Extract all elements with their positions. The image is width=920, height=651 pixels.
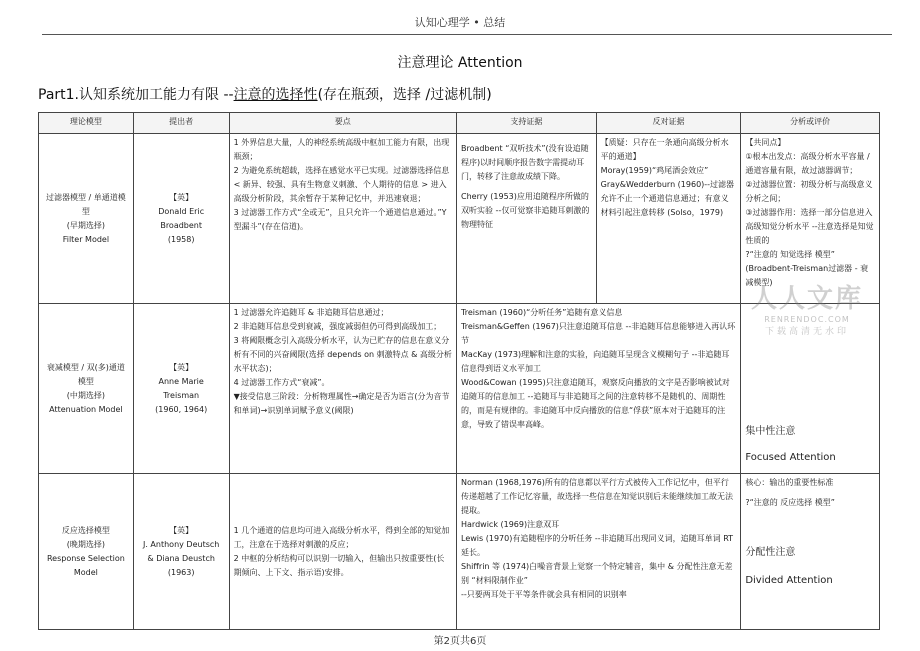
analysis-item: Focused Attention <box>745 452 836 463</box>
watermark-main: 人人文库 <box>750 284 863 314</box>
model-line: Filter Model <box>62 234 110 244</box>
model-line: 过滤器模型 / 单通道模型 <box>46 192 126 216</box>
support-item: Lewis (1970)有追随程序的分听任务 --非追随耳出现同义词，追随耳单词 RT 延长。 <box>461 534 734 557</box>
support-item: Treisman&Geffen (1967)只注意追随耳信息 --非追随耳信息能够进入再认环节 <box>461 322 736 345</box>
against-item: Moray(1959)“鸡尾酒会效应” <box>600 166 709 175</box>
model-line: Attenuation Model <box>49 404 123 414</box>
table-row <box>39 474 879 629</box>
support-item: MacKay (1973)理解和注意的实验，向追随耳呈现含义模糊句子 --非追随耳信息得到语义水平加工 <box>461 350 730 373</box>
model-cell <box>39 474 134 629</box>
analysis-item: ③过滤器作用：选择一部分信息进入高级知觉分析水平 --注意选择是知觉性质的 <box>745 208 874 245</box>
part-prefix: Part1.认知系统加工能力有限 -- <box>38 87 234 103</box>
support-item: Norman (1968,1976)所有的信息都以平行方式被传入工作记忆中，但平行传递超越了工作记忆容量，故选择一些信息在知觉识别后未能继续加工故无法提取。 <box>461 478 734 515</box>
point-item: 3 过滤器工作方式“全或无”，且只允许一个通道信息通过。”Y型漏斗”(存在信道)。 <box>233 208 447 231</box>
analysis-cell <box>741 474 879 629</box>
against-cell <box>597 134 742 303</box>
point-item: ▼接受信息三阶段：分析物理属性→确定是否为语言(分为音节和单词)→识别单词赋予意义(阈限) <box>233 392 450 415</box>
header-support: 支持证据 <box>457 113 597 133</box>
header-analysis: 分析或评价 <box>741 113 879 133</box>
proposer-line: Broadbent <box>160 220 203 230</box>
analysis-item: ?“注意的 反应选择 模型” <box>745 498 835 507</box>
against-item: Gray&Wedderburn (1960)--过滤器允许不止一个通道信息通过；有意义材料引起注意转移 (Solso，1979) <box>600 180 735 217</box>
support-cell <box>457 304 741 473</box>
analysis-item: 【共同点】 <box>745 138 786 147</box>
analysis-cell <box>741 304 879 473</box>
watermark-sub: 下载高清无水印 <box>764 327 849 337</box>
model-cell <box>39 304 134 473</box>
proposer-line: Donald Eric <box>158 206 205 216</box>
point-item: 4 过滤器工作方式“衰减”。 <box>233 378 330 387</box>
support-item: Broadbent “双听技术”(没有设追随程序)以时间顺序报告数字需提动耳门，转移了注意故成绩下降。 <box>461 144 589 181</box>
proposer-line: Treisman <box>163 390 200 400</box>
table-header-row <box>39 113 879 134</box>
analysis-item: 核心：输出的重要性标准 <box>745 478 834 487</box>
watermark-url: RENRENDOC.COM <box>764 315 850 324</box>
proposer-line: 【英】 <box>169 192 194 202</box>
proposer-cell <box>134 304 230 473</box>
proposer-line: (1960, 1964) <box>155 404 208 414</box>
header-points: 要点 <box>230 113 457 133</box>
table-row <box>39 304 879 474</box>
point-item: 1 几个通道的信息均可进入高级分析水平，得到全部的知觉加工，注意在于选择对刺激的反应； <box>233 525 450 549</box>
proposer-line: & Diana Deustch <box>147 553 215 563</box>
support-cell <box>457 474 741 629</box>
support-item: Wood&Cowan (1995)只注意追随耳，观察反向播放的文字是否影响被试对追随耳的信息加工 --追随耳与非追随耳之间的注意转移不是随机的、周期性的，而是有规律的。非追随耳中反向播放的信息“俘获”原本对于追随耳的注意，导致了错误率高峰。 <box>461 378 730 429</box>
analysis-cell <box>741 134 879 303</box>
proposer-line: J. Anthony Deutsch <box>142 539 220 549</box>
header-rule <box>42 34 892 35</box>
page-footer: 第2页共6页 <box>433 636 487 647</box>
analysis-item: Divided Attention <box>745 575 833 586</box>
support-cell <box>457 134 597 303</box>
part-heading <box>38 84 492 104</box>
points-cell <box>230 304 457 473</box>
header-against: 反对证据 <box>597 113 742 133</box>
analysis-item: 集中性注意 <box>745 426 796 437</box>
analysis-item: (Broadbent-Treisman过滤器 - 衰减模型) <box>745 264 869 287</box>
points-cell <box>230 134 457 303</box>
theory-table <box>38 112 880 630</box>
support-item: --只要两耳处于平等条件就会具有相同的识别率 <box>461 590 627 599</box>
analysis-item: ?“注意的 知觉选择 模型” <box>745 250 835 259</box>
proposer-line: 【英】 <box>169 525 194 535</box>
support-item: Shiffrin 等 (1974)白噪音背景上觉察一个特定辅音，集中 & 分配性注意无差别 “材料限制作业” <box>461 562 733 585</box>
model-line: (中期选择) <box>66 390 106 400</box>
proposer-cell <box>134 134 230 303</box>
point-item: 2 中枢的分析结构可以识别一切输入，但输出只按重要性(长期倾向、上下文、指示语)安排。 <box>233 553 445 577</box>
analysis-item: ②过滤器位置：初级分析与高级意义分析之间； <box>745 180 873 203</box>
model-line: 反应选择模型 <box>61 525 110 535</box>
analysis-item: ①根本出发点：高级分析水平容量 / 通道容量有限，故过滤器调节； <box>745 152 870 175</box>
proposer-cell <box>134 474 230 629</box>
point-item: 3 将阈限概念引入高级分析水平，认为已贮存的信息在意义分析有不同的兴奋阈限(选择 depends on 刺激特点 & 高级分析水平状态)； <box>233 336 452 373</box>
point-item: 2 非追随耳信息受到衰减，强度减弱但仍可得到高级加工； <box>233 322 442 331</box>
header-proposer: 提出者 <box>134 113 230 133</box>
support-item: Treisman (1960)“分听任务”追随有意义信息 <box>461 308 623 317</box>
point-item: 1 过滤器允许追随耳 & 非追随耳信息通过； <box>233 308 389 317</box>
point-item: 1 外界信息大量，人的神经系统高级中枢加工能力有限，出现瓶颈； <box>233 138 450 161</box>
table-row <box>39 134 879 304</box>
model-line: (早期选择) <box>66 220 106 230</box>
running-header: 认知心理学 • 总结 <box>414 16 506 29</box>
model-line: Response Selection <box>46 553 125 563</box>
against-item: 【质疑：只存在一条通向高级分析水平的通道】 <box>600 138 729 161</box>
proposer-line: 【英】 <box>169 362 194 372</box>
proposer-line: Anne Marie <box>158 376 204 386</box>
model-line: 衰减模型 / 双(多)通道模型 <box>46 362 125 386</box>
analysis-item: 分配性注意 <box>745 547 796 558</box>
model-line: Model <box>73 567 98 577</box>
points-cell <box>230 474 457 629</box>
header-model: 理论模型 <box>39 113 134 133</box>
support-item: Cherry (1953)应用追随程序所做的双听实验 --仅可觉察非追随耳刺激的物理特征 <box>461 192 590 229</box>
model-line: (晚期选择) <box>66 539 106 549</box>
point-item: 2 为避免系统超载，选择在感觉水平已实现。过滤器选择信息 < 新异、较强、具有生物意义刺激、个人期待的信息 > 进入高级分析阶段，其余暂存于某种记忆中，并迅速衰退； <box>233 166 450 203</box>
page-title: 注意理论 Attention <box>397 55 523 71</box>
proposer-line: (1963) <box>167 567 195 577</box>
model-cell <box>39 134 134 303</box>
support-item: Hardwick (1969)注意双耳 <box>461 520 560 529</box>
part-suffix: (存在瓶颈，选择 /过滤机制) <box>317 87 492 103</box>
proposer-line: (1958) <box>167 234 195 244</box>
part-underlined: 注意的选择性 <box>233 87 318 103</box>
